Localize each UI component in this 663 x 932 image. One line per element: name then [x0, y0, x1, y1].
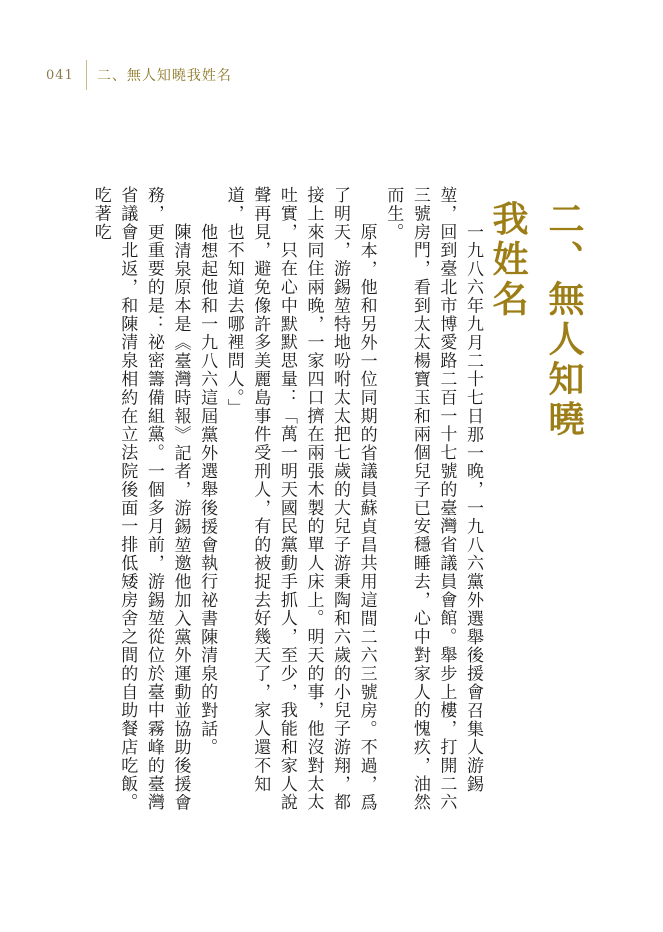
- running-title: 二、無人知曉我姓名: [96, 68, 232, 84]
- paragraph: 一九八六年九月二十七日那一晚，一九八六黨外選舉後援會召集人游錫堃，回到臺北市博愛路二百一十七號的臺灣省議員會館。舉步上樓，打開二六三號房門，看到太太楊寶玉和兩個兒子已安穩睡去，心中對家人的愧疚，油然而生。: [383, 186, 483, 812]
- paragraph: 原本，他和另外一位同期的省議員蘇貞昌共用這間二六三號房。不過，爲了明天，游錫堃特地吩咐太太把七歲的大兒子游秉陶和六歲的小兒子游翔，都接上來同住兩晚，一家四口擠在兩張木製的單人床上。明天的事，他沒對太太吐實，只在心中默默思量：「萬一明天國民黨動手抓人，至少，我能和家人說聲再見，避免像許多美麗島事件受刑人，有的被捉去好幾天了，家人還不知道，也不知道去哪裡問人。」: [223, 186, 377, 813]
- running-header: [46, 64, 232, 86]
- header-divider: [86, 60, 87, 90]
- body-text: [90, 186, 486, 826]
- paragraph: 他想起他和一九八六這屆黨外選舉後援會執行祕書陳清泉的對話。: [197, 223, 218, 757]
- page-number: 041: [46, 67, 74, 83]
- chapter-title: 二、無人知曉我姓名: [487, 200, 585, 440]
- paragraph: 陳清泉原本是《臺灣時報》記者，游錫堃邀他加入黨外運動並協助後援會務，更重要的是：祕密籌備組黨。一個多月前，游錫堃從位於臺中霧峰的臺灣省議會北返，和陳清泉相約在立法院後面一排低矮房舍之間的自助餐店吃飯。吃著吃: [90, 186, 191, 813]
